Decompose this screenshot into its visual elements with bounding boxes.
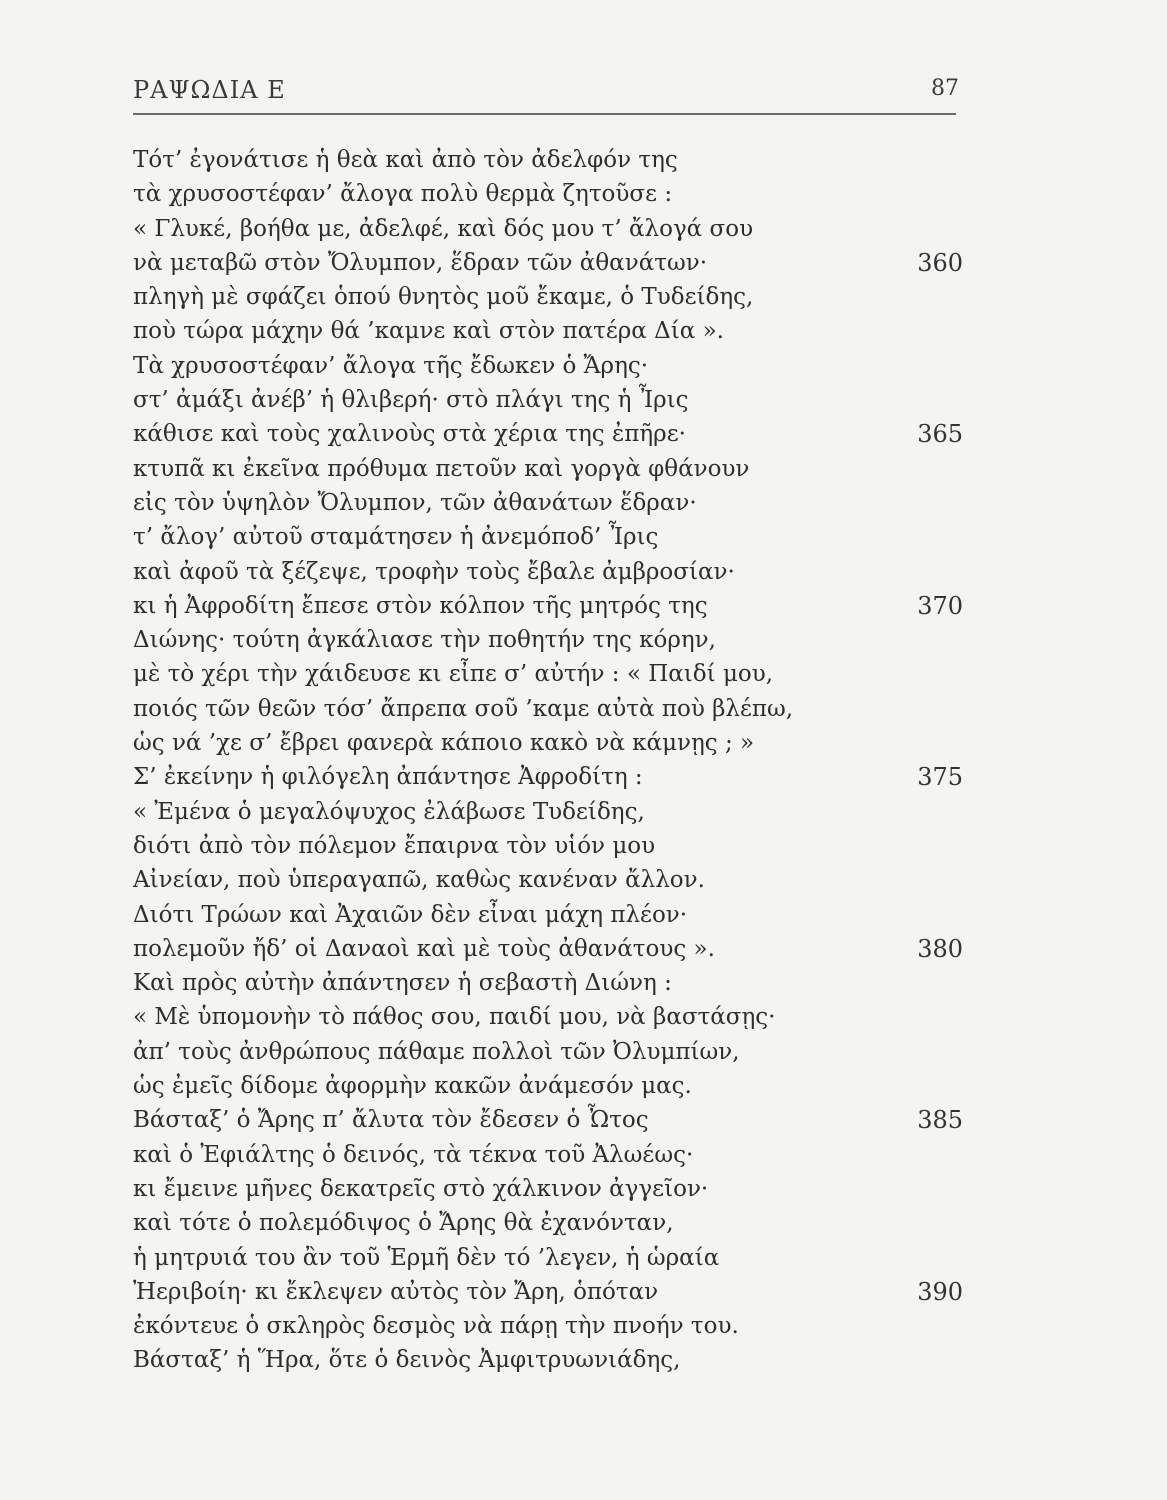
verse-line [133, 623, 963, 657]
verse-line [133, 1138, 963, 1172]
verse-line [133, 314, 963, 348]
verse-text: στ’ ἀμάξι ἀνέβ’ ἡ θλιβερή· στὸ πλάγι της ἡ Ἶρις [133, 387, 689, 414]
verse-text: κι ἡ Ἀφροδίτη ἔπεσε στὸν κόλπον τῆς μητρός της [133, 592, 708, 619]
verse-text: πληγὴ μὲ σφάζει ὁπού θνητὸς μοῦ ἔκαμε, ὁ Τυδείδης, [133, 284, 754, 311]
verse-text: Διώνης· τούτη ἀγκάλιασε τὴν ποθητήν της κόρην, [133, 627, 716, 654]
verse-line [133, 555, 963, 589]
verse-text: νὰ μεταβῶ στὸν Ὄλυμπον, ἕδραν τῶν ἀθανάτων· [133, 249, 708, 276]
chapter-title: ΡΑΨΩΔΙΑ Ε [133, 76, 286, 104]
verse-text: ποὺ τώρα μάχην θά ’καμνε καὶ στὸν πατέρα Δία ». [133, 318, 724, 345]
verse-line [133, 966, 963, 1000]
verse-text: μὲ τὸ χέρι τὴν χάιδευσε κι εἶπε σ’ αὐτήν : « Παιδί μου, [133, 661, 774, 688]
verse-text: Βάσταξ’ ὁ Ἄρης π’ ἄλυτα τὸν ἔδεσεν ὁ Ὦτος [133, 1107, 649, 1134]
line-number: 365 [917, 420, 963, 449]
verse-line [133, 760, 963, 794]
page-number: 87 [931, 76, 959, 101]
verse-line [133, 1309, 963, 1343]
verse-line [133, 143, 963, 177]
verse-line [133, 1069, 963, 1103]
verse-text: ἀπ’ τοὺς ἀνθρώπους πάθαμε πολλοὶ τῶν Ὀλυμπίων, [133, 1038, 740, 1065]
verse-list [133, 143, 963, 1378]
line-number: 375 [917, 763, 963, 792]
verse-text: πολεμοῦν ἤδ’ οἱ Δαναοὶ καὶ μὲ τοὺς ἀθανάτους ». [133, 935, 715, 962]
verse-text: κι ἔμεινε μῆνες δεκατρεῖς στὸ χάλκινον ἀγγεῖον· [133, 1175, 709, 1202]
verse-line [133, 863, 963, 897]
verse-line [133, 417, 963, 451]
verse-text: ὡς νά ’χε σ’ ἔβρει φανερὰ κάποιο κακὸ νὰ κάμνῃς ; » [133, 730, 755, 757]
verse-line [133, 486, 963, 520]
verse-text: « Γλυκέ, βοήθα με, ἀδελφέ, καὶ δός μου τ’ ἄλογά σου [133, 215, 754, 242]
verse-line [133, 1000, 963, 1034]
verse-text: τὰ χρυσοστέφαν’ ἄλογα πολὺ θερμὰ ζητοῦσε : [133, 181, 673, 208]
verse-line [133, 726, 963, 760]
verse-text: « Μὲ ὑπομονὴν τὸ πάθος σου, παιδί μου, νὰ βαστάσῃς· [133, 1004, 776, 1031]
verse-text: ποιός τῶν θεῶν τόσ’ ἄπρεπα σοῦ ’καμε αὐτὰ ποὺ βλέπω, [133, 695, 794, 722]
verse-text: διότι ἀπὸ τὸν πόλεμον ἔπαιρνα τὸν υἱόν μου [133, 832, 656, 859]
verse-line [133, 1275, 963, 1309]
verse-text: κτυπᾶ κι ἐκεῖνα πρόθυμα πετοῦν καὶ γοργὰ φθάνουν [133, 455, 750, 482]
verse-text: Τὰ χρυσοστέφαν’ ἄλογα τῆς ἔδωκεν ὁ Ἄρης· [133, 352, 649, 379]
verse-text: καὶ ἀφοῦ τὰ ξέζεψε, τροφὴν τοὺς ἔβαλε ἀμβροσίαν· [133, 558, 735, 585]
verse-line [133, 1172, 963, 1206]
verse-line [133, 795, 963, 829]
line-number: 385 [917, 1106, 963, 1135]
verse-line [133, 383, 963, 417]
verse-text: εἰς τὸν ὑψηλὸν Ὄλυμπον, τῶν ἀθανάτων ἕδραν· [133, 489, 697, 516]
verse-line [133, 1103, 963, 1137]
verse-text: ἡ μητρυιά του ἂν τοῦ Ἑρμῆ δὲν τό ’λεγεν, ἡ ὡραία [133, 1244, 720, 1271]
verse-text: καὶ τότε ὁ πολεμόδιψος ὁ Ἄρης θὰ ἐχανόνταν, [133, 1210, 674, 1237]
verse-line [133, 520, 963, 554]
verse-line [133, 280, 963, 314]
verse-text: Διότι Τρώων καὶ Ἀχαιῶν δὲν εἶναι μάχη πλέον· [133, 901, 688, 928]
verse-line [133, 1035, 963, 1069]
verse-text: Καὶ πρὸς αὐτὴν ἀπάντησεν ἡ σεβαστὴ Διώνη : [133, 970, 672, 997]
line-number: 370 [917, 591, 963, 620]
verse-text: ἐκόντευε ὁ σκληρὸς δεσμὸς νὰ πάρῃ τὴν πνοήν του. [133, 1313, 739, 1340]
verse-line [133, 212, 963, 246]
verse-text: Αἰνείαν, ποὺ ὑπεραγαπῶ, καθὼς κανέναν ἄλλον. [133, 867, 705, 894]
line-number: 380 [917, 934, 963, 963]
verse-line [133, 589, 963, 623]
verse-text: Βάσταξ’ ἡ Ἥρα, ὅτε ὁ δεινὸς Ἀμφιτρυωνιάδης, [133, 1347, 681, 1374]
verse-line [133, 1343, 963, 1377]
verse-text: Τότ’ ἐγονάτισε ἡ θεὰ καὶ ἀπὸ τὸν ἀδελφόν της [133, 147, 678, 173]
verse-line [133, 932, 963, 966]
verse-line [133, 246, 963, 280]
verse-text: τ’ ἄλογ’ αὐτοῦ σταμάτησεν ἡ ἀνεμόποδ’ Ἶρις [133, 524, 659, 551]
verse-line [133, 177, 963, 211]
verse-line [133, 829, 963, 863]
verse-text: καὶ ὁ Ἐφιάλτης ὁ δεινός, τὰ τέκνα τοῦ Ἀλωέως· [133, 1141, 694, 1168]
verse-line [133, 1206, 963, 1240]
verse-line [133, 1241, 963, 1275]
line-number: 390 [917, 1277, 963, 1306]
verse-text: ὡς ἐμεῖς δίδομε ἀφορμὴν κακῶν ἀνάμεσόν μας. [133, 1073, 692, 1100]
line-number: 360 [917, 248, 963, 277]
verse-line [133, 657, 963, 691]
verse-line [133, 898, 963, 932]
verse-text: κάθισε καὶ τοὺς χαλινοὺς στὰ χέρια της ἐπῆρε· [133, 421, 686, 448]
verse-text: Σ’ ἐκείνην ἡ φιλόγελη ἀπάντησε Ἀφροδίτη : [133, 764, 643, 791]
verse-line [133, 452, 963, 486]
verse-text: « Ἐμένα ὁ μεγαλόψυχος ἐλάβωσε Τυδείδης, [133, 798, 645, 825]
verse-line [133, 692, 963, 726]
verse-text: Ἠεριβοίη· κι ἔκλεψεν αὐτὸς τὸν Ἄρη, ὁπόταν [133, 1278, 659, 1305]
running-head [133, 76, 959, 112]
verse-line [133, 349, 963, 383]
header-rule [133, 113, 956, 115]
